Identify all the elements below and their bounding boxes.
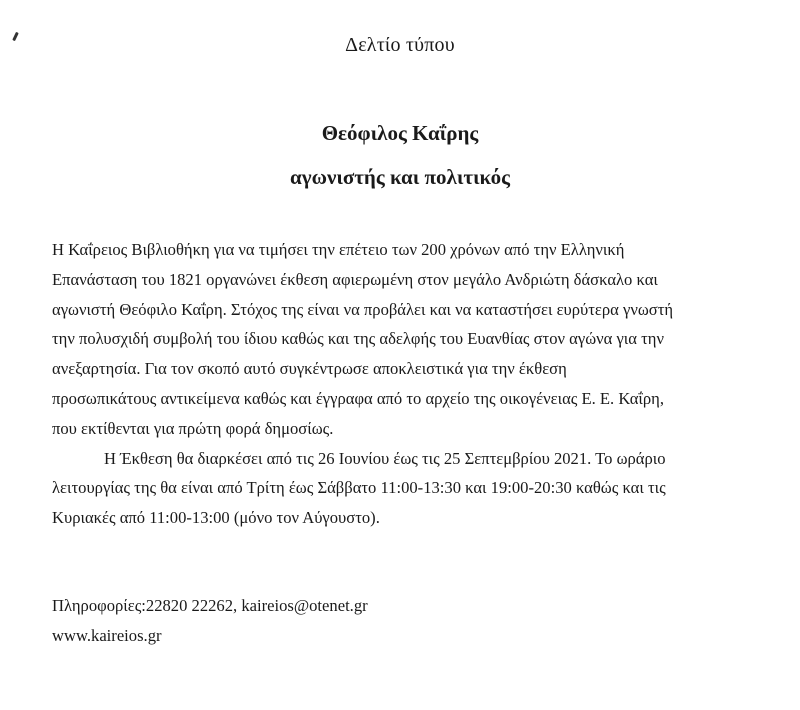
website-link[interactable]: www.kaireios.gr (52, 626, 162, 645)
contact-block (52, 591, 752, 651)
paragraph-2-line: Κυριακές από 11:00-13:00 (μόνο τον Αύγουστο). (52, 508, 380, 528)
body-text (52, 235, 772, 533)
title-line-1: Θεόφιλος Καΐρης (321, 121, 479, 145)
paragraph-1-line: που εκτίθενται για πρώτη φορά δημοσίως. (52, 418, 334, 438)
paragraph-2-line: Η Έκθεση θα διαρκέσει από τις 26 Ιουνίου έως τις 25 Σεπτεμβρίου 2021. Το ωράριο (104, 448, 666, 468)
paragraph-2-line: λειτουργίας της θα είναι από Τρίτη έως Σάββατο 11:00-13:30 και 19:00-20:30 καθώς και τις (52, 478, 666, 498)
paragraph-1-line: προσωπικάτους αντικείμενα καθώς και έγγραφα από το αρχείο της οικογένειας Ε. Ε. Καΐρη, (52, 388, 664, 408)
contact-info: Πληροφορίες:22820 22262, kaireios@otenet.gr (52, 596, 368, 615)
paragraph-1-line: την πολυσχιδή συμβολή του ίδιου καθώς και της αδελφής του Ευανθίας στον αγώνα για την (52, 329, 664, 349)
document-header: Δελτίο τύπου (345, 34, 455, 56)
paragraph-1-line: αγωνιστή Θεόφιλο Καΐρη. Στόχος της είναι να προβάλει και να καταστήσει ευρύτερα γνωστή (52, 299, 674, 319)
paragraph-1-line: ανεξαρτησία. Για τον σκοπό αυτό συγκέντρωσε αποκλειστικά για την έκθεση (52, 359, 567, 379)
paragraph-1-line: Η Καΐρειος Βιβλιοθήκη για να τιμήσει την επέτειο των 200 χρόνων από την Ελληνική (52, 240, 625, 259)
title-line-2: αγωνιστής και πολιτικός (290, 165, 510, 189)
paragraph-1-line: Επανάσταση του 1821 οργανώνει έκθεση αφιερωμένη στον μεγάλο Ανδριώτη δάσκαλο και (52, 269, 658, 289)
